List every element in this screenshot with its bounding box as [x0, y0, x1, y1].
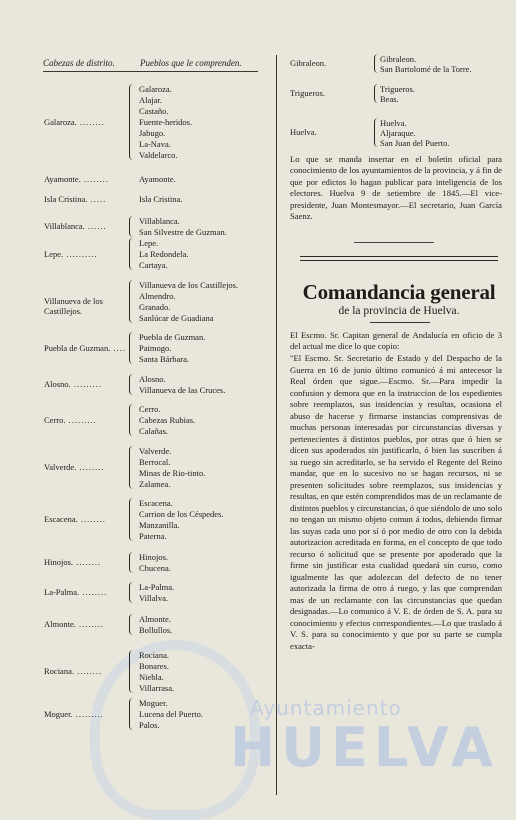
town-name: Huelva.	[380, 118, 407, 128]
district-name: Huelva.	[290, 127, 317, 137]
town-name: Almendro.	[139, 291, 176, 301]
district-name	[44, 117, 105, 127]
district-label: Alosno.	[44, 379, 71, 389]
watermark	[170, 690, 510, 800]
section-title: Comandancia general	[302, 280, 496, 304]
brace-icon	[129, 582, 135, 603]
district-name: Gibraleon.	[290, 58, 327, 68]
town-name: San Bartolomé de la Torre.	[380, 64, 472, 74]
town-name: La Redondela.	[139, 249, 189, 259]
district-label: La-Palma.	[44, 587, 80, 597]
district-label: Valverde.	[44, 462, 77, 472]
brace-icon	[374, 54, 379, 73]
district-label: Lepe.	[44, 248, 64, 259]
district-name	[44, 415, 97, 425]
district-name	[44, 379, 102, 389]
town-name: Ayamonte.	[139, 174, 176, 184]
district-name	[44, 194, 106, 204]
town-name: Villalva.	[139, 593, 168, 603]
district-label: Escacena.	[44, 514, 78, 524]
brace-icon	[129, 374, 135, 395]
district-label: Galaroza.	[44, 116, 77, 127]
leader-dots: .....	[87, 194, 107, 204]
district-name	[44, 462, 104, 472]
town-name: Beas.	[380, 94, 399, 104]
leader-dots: ........	[76, 116, 105, 127]
leader-dots: .........	[72, 708, 104, 719]
column-divider	[276, 55, 277, 795]
town-name: Bollullos.	[139, 625, 173, 635]
district-column-header: Cabezas de distrito.	[43, 58, 115, 68]
signature-rule	[354, 242, 434, 243]
district-name	[44, 619, 104, 629]
notice-paragraph: Lo que se manda insertar en el boletin oficial para conocimiento de los ayuntamientos de la provincia, y á fin de que por edictos lo hagan publicar para inteligencia de los electores. Huelva 9 de setiembre de 1845.—El vice-presidente, Juan Montesmayor.—El secretario, Juan García Saenz.	[290, 154, 502, 222]
town-name: Bonares.	[139, 661, 169, 671]
district-name	[44, 249, 98, 259]
town-name: Escacena.	[139, 498, 173, 508]
town-name: Puebla de Guzman.	[139, 332, 206, 342]
district-name: Trigueros.	[290, 88, 325, 98]
town-name: Villanueva de los Castillejos.	[139, 280, 239, 290]
brace-icon	[129, 614, 135, 635]
town-name: Granado.	[139, 302, 171, 312]
district-name	[44, 343, 126, 353]
brace-icon	[129, 238, 135, 270]
town-name: Galaroza.	[139, 84, 172, 94]
body-royal-order: "El Escmo. Sr. Secretario de Estado y del Despacho de la Guerra en 16 de junio último comunicó á mi antecesor la Real órden que sigue.—Escmo. Sr.—Para impedir la confusion y demora que en la instruccion de los espedientes sobre reemplazos, sus insidencias y resultas, ocasiona el abuso de hacerse y firmarse instancias comprensivas de muchas personas interesadas por circunstancias diversas y pertenecientes á distintos pueblos, por otras que ó bien se dicen sus apoderados sin justificarlo, ó bien las suscriben á su ruego sin acreditarlo, se ha servido el Regente del Reino mandar, que en lo sucesivo no se hagan recursos, ni se presenten solicitudes sobre reemplazos, sus insidencias y resultas, en que estén comprendidos mas de un reclamante de distintos pueblos y circunstancias, ó que siéndolo de uno solo no tengan un mismo objeto comun á todos, debiendo firmar las suyas cada uno por sí ó por medio de otro con la debida autorizacion acreditada en forma, en el concepto de que todo recurso ó solicitud que se presente por apoderado que la firme sin justificar esta cualidad quedará sin curso, como igualmente las que adolezcan del defecto de no tener autorizada la firma de otro á ruego, y las que comprendan mas de un reclamante con las circunstancias que quedan designadas.—Lo comunico á V. E. de órden de S. A. para su conocimiento y efectos correspondientes.—Lo que traslado á V. S. para su conocimiento y que por su parte se cumpla exacta-	[290, 353, 502, 651]
town-name: Lepe.	[139, 238, 159, 248]
leader-dots: ........	[75, 619, 104, 629]
town-name: Valdelarco.	[139, 150, 178, 160]
body-intro: El Escmo. Sr. Capitan general de Andalucía en oficio de 3 del actual me dice lo que copio:	[290, 330, 502, 352]
town-name: Minas de Rio-tinto.	[139, 468, 206, 478]
town-name: Berrocal.	[139, 457, 171, 467]
district-name	[44, 587, 107, 597]
town-name: La-Palma.	[139, 582, 175, 592]
town-name: Trigueros.	[380, 84, 415, 94]
leader-dots: .........	[70, 379, 102, 389]
brace-icon	[129, 446, 135, 489]
leader-dots: ........	[73, 557, 102, 567]
leader-dots: ........	[76, 462, 105, 472]
district-name	[44, 557, 101, 567]
district-name	[44, 514, 106, 524]
section-subtitle: de la provincia de Huelva.	[338, 305, 460, 317]
district-label: Moguer.	[44, 708, 73, 719]
watermark-line1: Ayuntamiento	[250, 696, 402, 720]
leader-dots: ........	[79, 587, 108, 597]
district-name	[44, 174, 109, 184]
brace-icon	[374, 84, 379, 103]
town-name: San Silvestre de Guzman.	[139, 227, 227, 237]
brace-icon	[129, 84, 135, 160]
district-label: Isla Cristina.	[44, 194, 88, 204]
towns-column-header: Pueblos que le comprenden.	[140, 58, 242, 68]
district-label: Almonte.	[44, 619, 76, 629]
district-label: Cerro.	[44, 414, 66, 425]
town-name: Lucena del Puerto.	[139, 709, 203, 719]
town-name: Cabezas Rubias.	[139, 415, 196, 425]
watermark-line2: HUELVA	[230, 716, 499, 779]
town-name: Moguer.	[139, 698, 168, 708]
town-name: Carrion de los Céspedes.	[139, 509, 224, 519]
leader-dots: .........	[65, 414, 97, 425]
brace-icon	[129, 216, 135, 237]
leader-dots: ........	[73, 666, 103, 676]
brace-icon	[129, 498, 135, 541]
town-name: Manzanilla.	[139, 520, 180, 530]
town-name: Gibraleon.	[380, 54, 417, 64]
district-label: Puebla de Guzman.	[44, 342, 111, 353]
town-name: Santa Bárbara.	[139, 354, 190, 364]
town-name: Almonte.	[139, 614, 171, 624]
town-name: Jabugo.	[139, 128, 166, 138]
town-name: Isla Cristina.	[139, 194, 183, 204]
town-name: Alosno.	[139, 374, 166, 384]
town-name: Sanlúcar de Guadiana	[139, 313, 214, 323]
town-name: Aljaraque.	[380, 128, 416, 138]
leader-dots: ....	[110, 342, 126, 353]
district-name	[44, 709, 104, 719]
town-name: Cartaya.	[139, 260, 168, 270]
brace-icon	[129, 280, 135, 323]
town-name: Zalamea.	[139, 479, 171, 489]
town-name: Fuente-heridos.	[139, 117, 193, 127]
town-name: Villablanca.	[139, 216, 180, 226]
district-name	[44, 221, 107, 231]
town-name: Paterna.	[139, 531, 167, 541]
brace-icon	[129, 698, 135, 730]
town-name: Castaño.	[139, 106, 169, 116]
town-name: Valverde.	[139, 446, 172, 456]
leader-dots: ..........	[63, 248, 98, 259]
town-name: Hinojos.	[139, 552, 169, 562]
subtitle-rule	[370, 322, 430, 323]
town-name: Villarrasa.	[139, 683, 175, 693]
town-name: Paimogo.	[139, 343, 172, 353]
town-name: Alajar.	[139, 95, 162, 105]
brace-icon	[129, 332, 135, 364]
town-name: Calañas.	[139, 426, 169, 436]
town-name: La-Nava.	[139, 139, 171, 149]
town-name: Palos.	[139, 720, 160, 730]
district-label: Ayamonte.	[44, 174, 81, 184]
district-name	[44, 666, 102, 676]
brace-icon	[129, 552, 135, 573]
town-name: Chucena.	[139, 563, 171, 573]
district-label: Rociana.	[44, 666, 74, 676]
brace-icon	[129, 650, 135, 693]
town-name: San Juan del Puerto.	[380, 138, 450, 148]
town-name: Cerro.	[139, 404, 161, 414]
section-double-rule	[300, 256, 498, 261]
district-name	[44, 296, 130, 316]
district-label: Villablanca.	[44, 221, 85, 231]
brace-icon	[129, 404, 135, 436]
leader-dots: ........	[77, 514, 106, 524]
leader-dots: ......	[84, 221, 107, 231]
town-name: Rociana.	[139, 650, 169, 660]
district-label: Villanueva de los Castillejos.	[44, 296, 103, 316]
header-rule	[43, 71, 258, 72]
district-label: Hinojos.	[44, 557, 74, 567]
town-name: Villanueva de las Cruces.	[139, 385, 226, 395]
town-name: Niebla.	[139, 672, 164, 682]
brace-icon	[374, 118, 379, 147]
watermark-seal-icon	[90, 640, 260, 820]
leader-dots: ........	[80, 174, 109, 184]
